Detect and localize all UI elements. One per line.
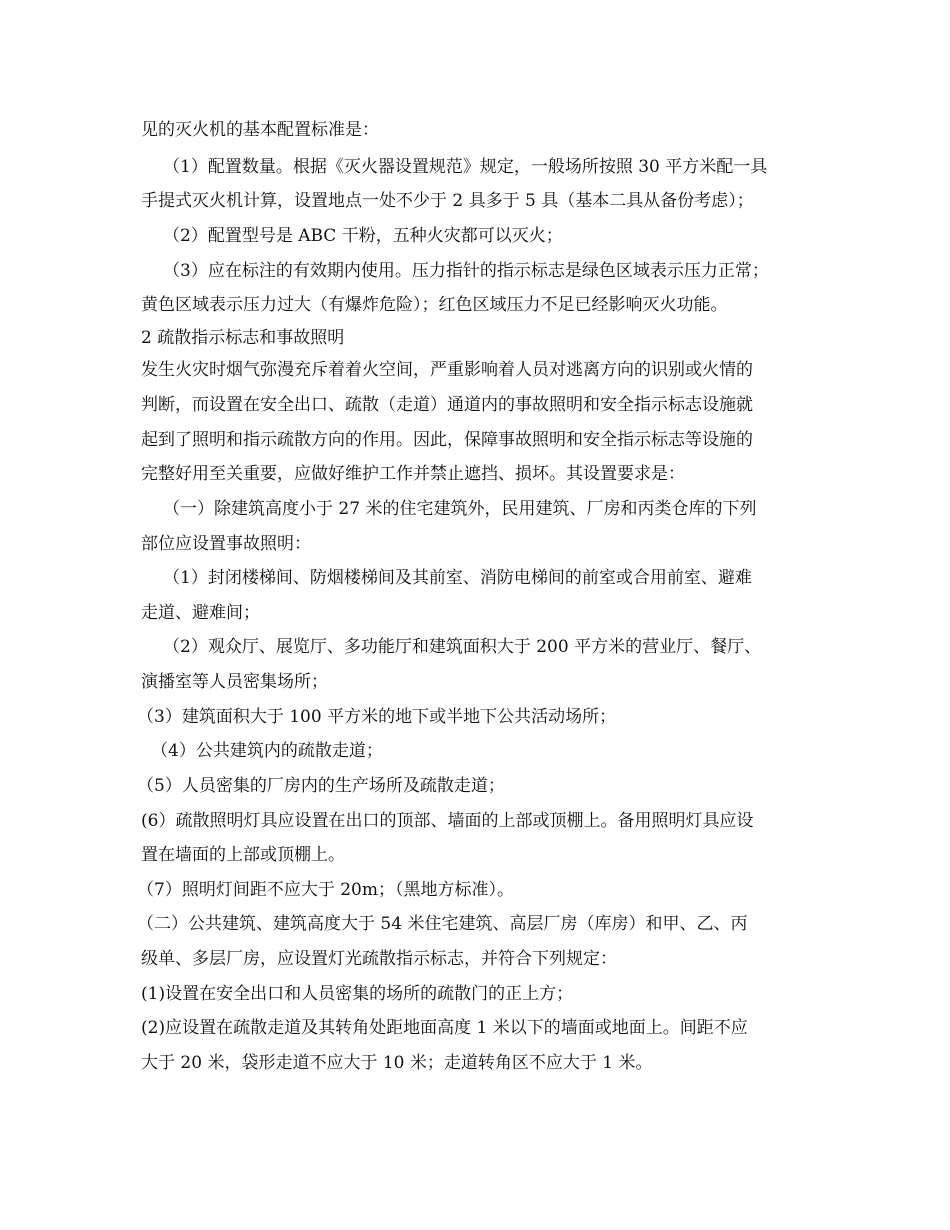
text-line: 大于 20 米，袋形走道不应大于 10 米；走道转角区不应大于 1 米。 — [141, 1053, 653, 1073]
text-line: (2)应设置在疏散走道及其转角处距地面高度 1 米以下的墙面或地面上。间距不应 — [141, 1018, 748, 1038]
section-heading: 2 疏散指示标志和事故照明 — [141, 328, 345, 348]
text-line: （3）建筑面积大于 100 平方米的地下或半地下公共活动场所； — [137, 707, 617, 727]
text-line: （5）人员密集的厂房内的生产场所及疏散走道； — [137, 776, 505, 796]
text-line: 手提式灭火机计算，设置地点一处不少于 2 具多于 5 具（基本二具从备份考虑）； — [141, 191, 754, 211]
text-line: （3）应在标注的有效期内使用。压力指针的指示标志是绿色区域表示压力正常； — [163, 261, 769, 281]
text-line: （4）公共建筑内的疏散走道； — [151, 741, 383, 761]
text-line: 置在墙面的上部或顶棚上。 — [141, 845, 345, 865]
text-line: 完整好用至关重要，应做好维护工作并禁止遮挡、损坏。其设置要求是： — [141, 464, 685, 484]
text-line: （1）封闭楼梯间、防烟楼梯间及其前室、消防电梯间的前室或合用前室、避难 — [163, 568, 752, 588]
text-line: 级单、多层厂房，应设置灯光疏散指示标志，并符合下列规定： — [141, 949, 617, 969]
text-line: （一）除建筑高度小于 27 米的住宅建筑外，民用建筑、厂房和丙类仓库的下列 — [163, 499, 757, 519]
text-line: 走道、避难间； — [141, 603, 260, 623]
text-line: 部位应设置事故照明： — [141, 534, 311, 554]
text-line: (6）疏散照明灯具应设置在出口的顶部、墙面的上部或顶棚上。备用照明灯具应设 — [141, 811, 754, 831]
text-line: (1)设置在安全出口和人员密集的场所的疏散门的正上方； — [141, 984, 574, 1004]
text-line: 起到了照明和指示疏散方向的作用。因此，保障事故照明和安全指示标志等设施的 — [141, 430, 753, 450]
text-line: （7）照明灯间距不应大于 20m；（黑地方标准）。 — [137, 880, 514, 900]
text-line: （二）公共建筑、建筑高度大于 54 米住宅建筑、高层厂房（库房）和甲、乙、丙 — [137, 914, 748, 934]
text-line: （2）配置型号是 ABC 干粉，五种火灾都可以灭火； — [163, 226, 563, 246]
text-line: 演播室等人员密集场所； — [141, 672, 328, 692]
text-line: 判断，而设置在安全出口、疏散（走道）通道内的事故照明和安全指示标志设施就 — [141, 395, 753, 415]
text-line: （2）观众厅、展览厅、多功能厅和建筑面积大于 200 平方米的营业厅、餐厅、 — [163, 637, 762, 657]
text-line: 发生火灾时烟气弥漫充斥着着火空间，严重影响着人员对逃离方向的识别或火情的 — [141, 360, 753, 380]
text-line: （1）配置数量。根据《灭火器设置规范》规定，一般场所按照 30 平方米配一具 — [163, 157, 768, 177]
text-line: 黄色区域表示压力过大（有爆炸危险）；红色区域压力不足已经影响灭火功能。 — [141, 295, 728, 315]
text-line: 见的灭火机的基本配置标准是： — [141, 120, 379, 140]
